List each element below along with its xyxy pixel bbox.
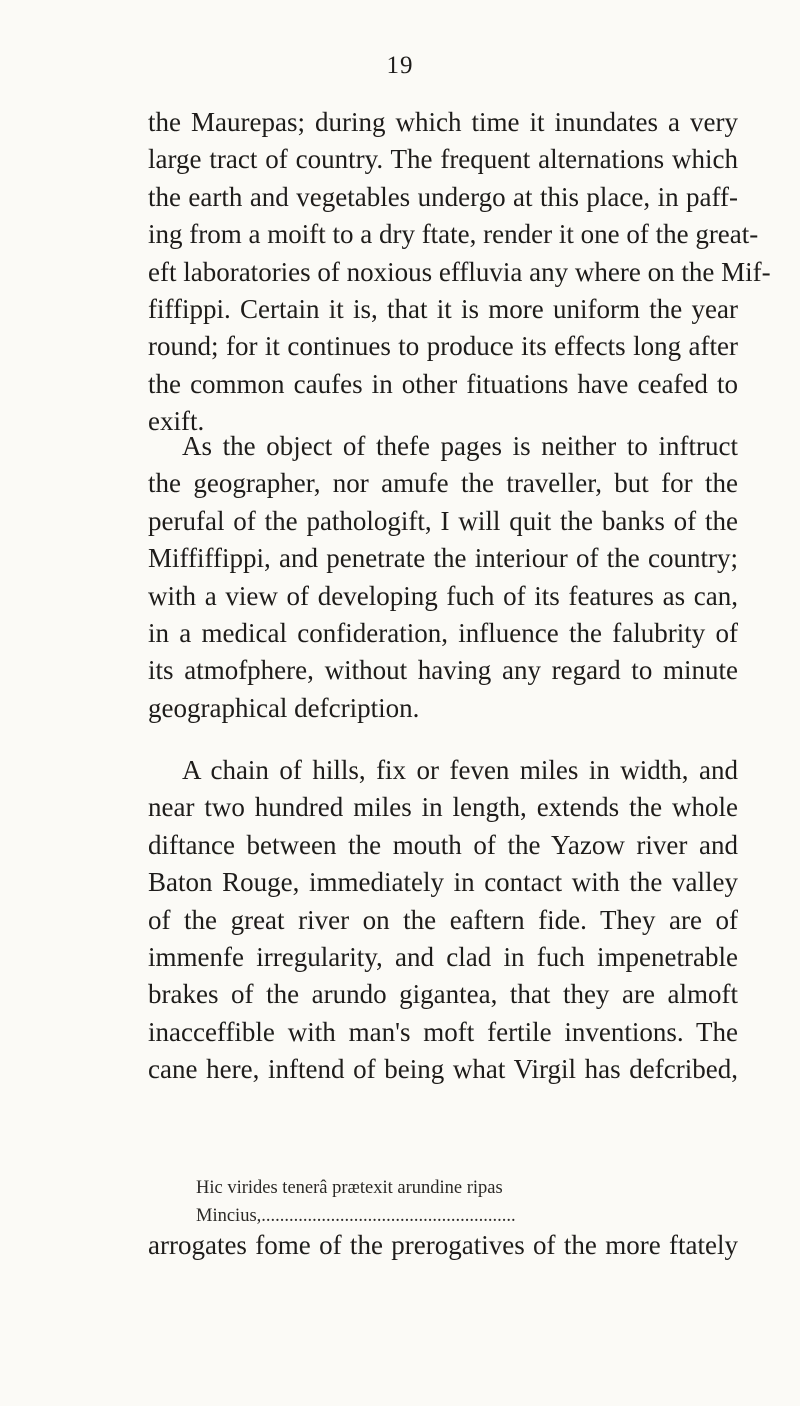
text-line: near two hundred miles in length, extends the whole (148, 792, 738, 823)
page-number: 19 (386, 52, 414, 79)
text-line: the earth and vegetables undergo at this place, in paff- (148, 181, 738, 212)
text-line: of the great river on the eaftern fide. They are of (148, 904, 738, 935)
text-line: eft laboratories of noxious effluvia any where on the Mif- (148, 256, 771, 287)
paragraph-1 (148, 104, 771, 441)
text-line: brakes of the arundo gigantea, that they are almoft (148, 979, 738, 1010)
text-line: perufal of the pathologift, I will quit the banks of the (148, 505, 738, 536)
text-line: the common caufes in other fituations have ceafed to (148, 368, 738, 399)
text-line: with a view of developing fuch of its features as can, (148, 580, 738, 611)
paragraph-3 (148, 752, 738, 1089)
text-line: A chain of hills, fix or feven miles in width, and (182, 755, 738, 785)
text-line: large tract of country. The frequent alternations which (148, 144, 738, 175)
quote-line: Hic virides tenerâ prætexit arundine ripas (196, 1178, 503, 1198)
text-line: fiffippi. Certain it is, that it is more uniform the year (148, 293, 738, 324)
verse-quotation (196, 1174, 741, 1230)
text-line: in a medical confideration, influence the falubrity of (148, 617, 738, 648)
text-line: Baton Rouge, immediately in contact with the valley (148, 867, 738, 898)
paragraph-continuation (148, 1227, 738, 1264)
text-line: the geographer, nor amufe the traveller, but for the (148, 468, 738, 499)
text-line: round; for it continues to produce its effects long after (148, 331, 738, 362)
text-line: geographical defcription. (148, 692, 420, 723)
text-line: ing from a moift to a dry ftate, render it one of the great- (148, 219, 759, 250)
text-line: diftance between the mouth of the Yazow river and (148, 829, 738, 860)
text-line: cane here, inftend of being what Virgil has defcribed, (148, 1054, 738, 1085)
text-line: exift. (148, 406, 205, 437)
text-line: inacceffible with man's moft fertile inventions. The (148, 1016, 738, 1047)
text-line: Miffiffippi, and penetrate the interiour of the country; (148, 543, 738, 574)
text-line: the Maurepas; during which time it inundates a very (148, 107, 738, 137)
quote-line: Mincius,....................................................... (196, 1206, 516, 1226)
text-line: As the object of thefe pages is neither to inftruct (182, 431, 738, 461)
paragraph-2 (148, 428, 738, 727)
text-line: arrogates fome of the prerogatives of the more ftately (148, 1230, 738, 1260)
text-line: its atmofphere, without having any regard to minute (148, 655, 738, 686)
text-line: immenfe irregularity, and clad in fuch impenetrable (148, 941, 738, 972)
